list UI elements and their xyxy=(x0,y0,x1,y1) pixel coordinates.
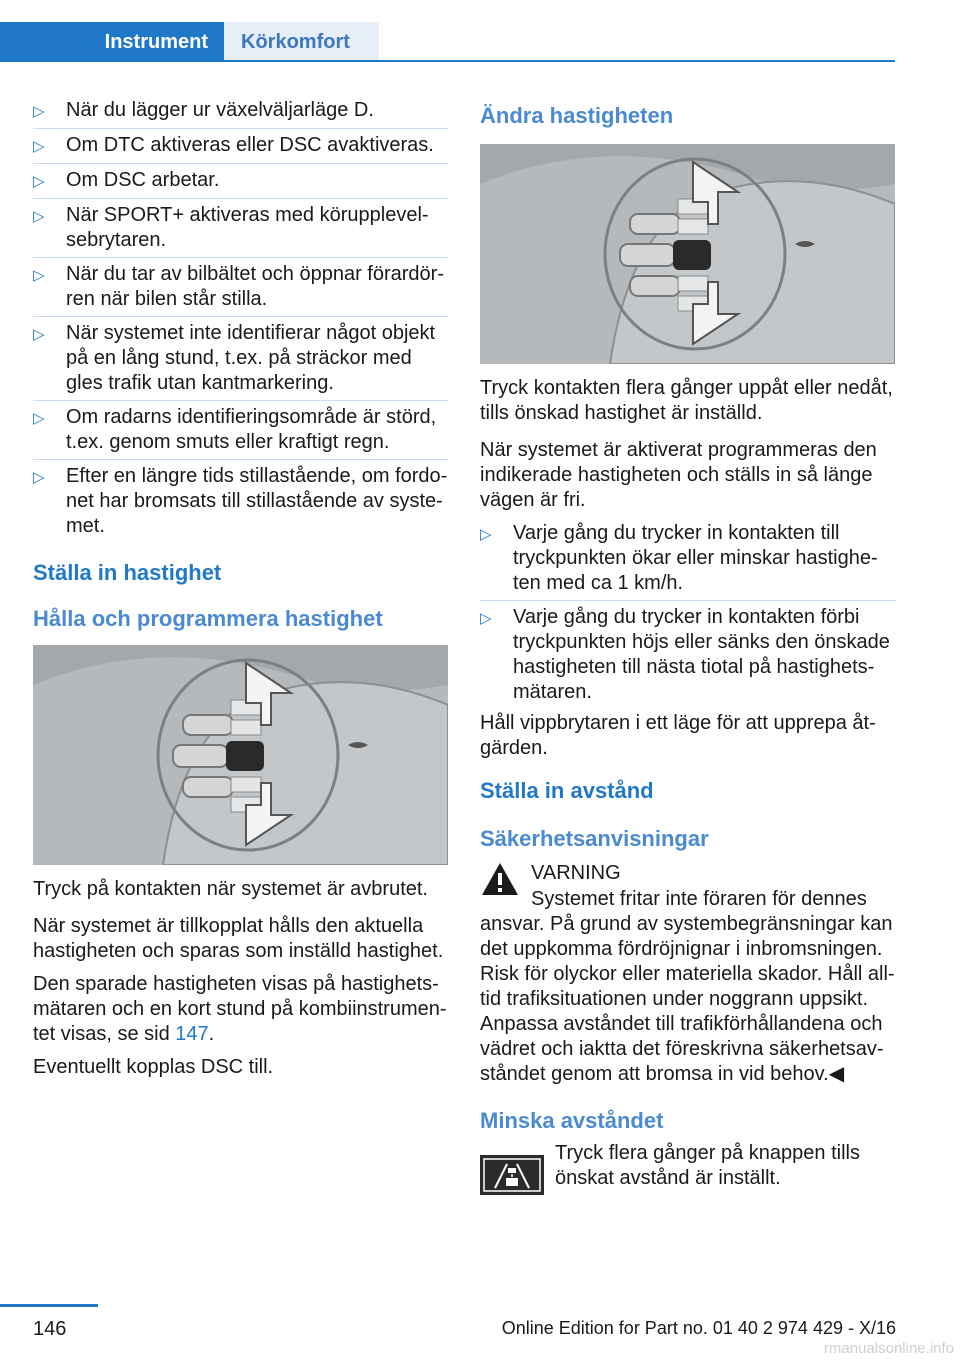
paragraph: Håll vippbrytaren i ett läge för att upprepa åtgärden. xyxy=(480,712,876,759)
list-item: ▷ Om radarns identifieringsområde är störd, t.ex. genom smuts eller kraftigt regn. xyxy=(33,406,437,453)
triangle-bullet-icon: ▷ xyxy=(480,526,492,543)
divider xyxy=(33,316,448,317)
list-item: ▷ När SPORT+ aktiveras med körupplevelsebrytaren. xyxy=(33,204,429,251)
list-item: ▷ Varje gång du trycker in kontakten till tryckpunkten ökar eller minskar hastigheten med ca 1 km/h. xyxy=(480,522,878,594)
paragraph: Eventuellt kopplas DSC till. xyxy=(33,1056,274,1078)
steering-wheel-image xyxy=(480,144,895,364)
tab-korkomfort[interactable] xyxy=(224,22,379,62)
right-column xyxy=(480,102,896,1199)
triangle-bullet-icon: ▷ xyxy=(33,103,45,120)
divider xyxy=(33,163,448,164)
tab-instrument[interactable] xyxy=(0,22,224,62)
list-item: ▷ Efter en längre tids stillastående, om fordonet har bromsats till stillastående av systemet. xyxy=(33,465,448,537)
paragraph: Tryck på kontakten när systemet är avbrutet. xyxy=(33,878,428,900)
steering-wheel-controls-illustration xyxy=(33,645,448,865)
warning-triangle-icon xyxy=(480,859,520,899)
divider xyxy=(33,198,448,199)
steering-wheel-image xyxy=(33,645,448,865)
paragraph: När systemet är tillkopplat hålls den aktuella hastigheten och sparas som inställd hastighet. xyxy=(33,915,444,962)
bullet-list-left xyxy=(33,98,448,539)
subheading-hold-speed: Hålla och programmera hastighet xyxy=(33,606,383,631)
list-item: ▷ När du lägger ur växelväljarläge D. xyxy=(33,98,448,124)
footer-rule xyxy=(0,1304,98,1307)
watermark: rmanualsonline.info xyxy=(823,1340,954,1357)
paragraph: Tryck kontakten flera gånger uppåt eller nedåt, tills önskad hastighet är inställd. xyxy=(480,377,893,424)
divider xyxy=(33,257,448,258)
tab-korkomfort-label: Körkomfort xyxy=(241,31,350,53)
left-column xyxy=(33,98,448,1088)
subheading-safety: Säkerhetsanvisningar xyxy=(480,826,709,851)
triangle-bullet-icon: ▷ xyxy=(33,173,45,190)
divider xyxy=(33,459,448,460)
list-item: ▷ Om DSC arbetar. xyxy=(33,168,448,194)
list-item: ▷ När systemet inte identifierar något objekt på en lång stund, t.ex. på sträckor med gles trafik utan kantmarkering. xyxy=(33,322,436,394)
bullet-list-right xyxy=(480,521,896,705)
paragraph: Den sparade hastigheten visas på hastighetsmätaren och en kort stund på kombiinstrumentet visas, se sid 147. xyxy=(33,973,447,1045)
list-item: ▷ Om DTC aktiveras eller DSC avaktiveras. xyxy=(33,133,448,159)
header-rule xyxy=(0,60,895,62)
paragraph: När systemet är aktiverat programmeras den indikerade hastigheten och ställs in så länge vägen är fri. xyxy=(480,439,877,511)
subheading-change-speed: Ändra hastigheten xyxy=(480,103,674,128)
page-reference-link[interactable]: 147 xyxy=(175,1023,209,1045)
triangle-bullet-icon: ▷ xyxy=(33,138,45,155)
subheading-reduce-distance: Minska avståndet xyxy=(480,1108,664,1133)
warning-title: VARNING xyxy=(531,862,621,884)
warning-block xyxy=(480,859,896,1087)
triangle-bullet-icon: ▷ xyxy=(33,208,45,225)
section-heading-set-speed: Ställa in hastighet xyxy=(33,560,222,585)
paragraph: Tryck flera gånger på knappen tills önskat avstånd är inställt. xyxy=(555,1142,860,1189)
distance-button-icon xyxy=(480,1155,544,1195)
triangle-bullet-icon: ▷ xyxy=(33,410,45,427)
page-header xyxy=(0,0,895,62)
triangle-bullet-icon: ▷ xyxy=(33,469,45,486)
edition-note: Online Edition for Part no. 01 40 2 974 429 - X/16 xyxy=(501,1318,896,1338)
warning-text: ansvar. På grund av systembegränsningar kan det uppkomma fördröjnignar i inbromsningen. Risk för olyckor eller materiella skador. Håll alltid trafiksituationen under noggrann uppsikt. Anpassa avståndet till trafikförhållandena och vädret och iaktta det föreskrivna säkerhetsavståndet genom att bromsa in vid behov.◀ xyxy=(480,913,895,1085)
steering-wheel-controls-illustration xyxy=(480,144,895,364)
tab-instrument-label: Instrument xyxy=(104,31,208,53)
list-item: ▷ När du tar av bilbältet och öppnar förardörren när bilen står stilla. xyxy=(33,263,444,310)
divider xyxy=(480,600,896,601)
triangle-bullet-icon: ▷ xyxy=(480,610,492,627)
divider xyxy=(33,128,448,129)
divider xyxy=(33,400,448,401)
list-item: ▷ Varje gång du trycker in kontakten förbi tryckpunkten höjs eller sänks den önskade hastigheten till nästa tiotal på hastighetsmätaren. xyxy=(480,606,890,703)
triangle-bullet-icon: ▷ xyxy=(33,326,45,343)
section-heading-set-distance: Ställa in avstånd xyxy=(480,778,654,803)
warning-first-line: Systemet fritar inte föraren för dennes xyxy=(531,888,867,910)
page-number: 146 xyxy=(33,1318,67,1340)
triangle-bullet-icon: ▷ xyxy=(33,267,45,284)
